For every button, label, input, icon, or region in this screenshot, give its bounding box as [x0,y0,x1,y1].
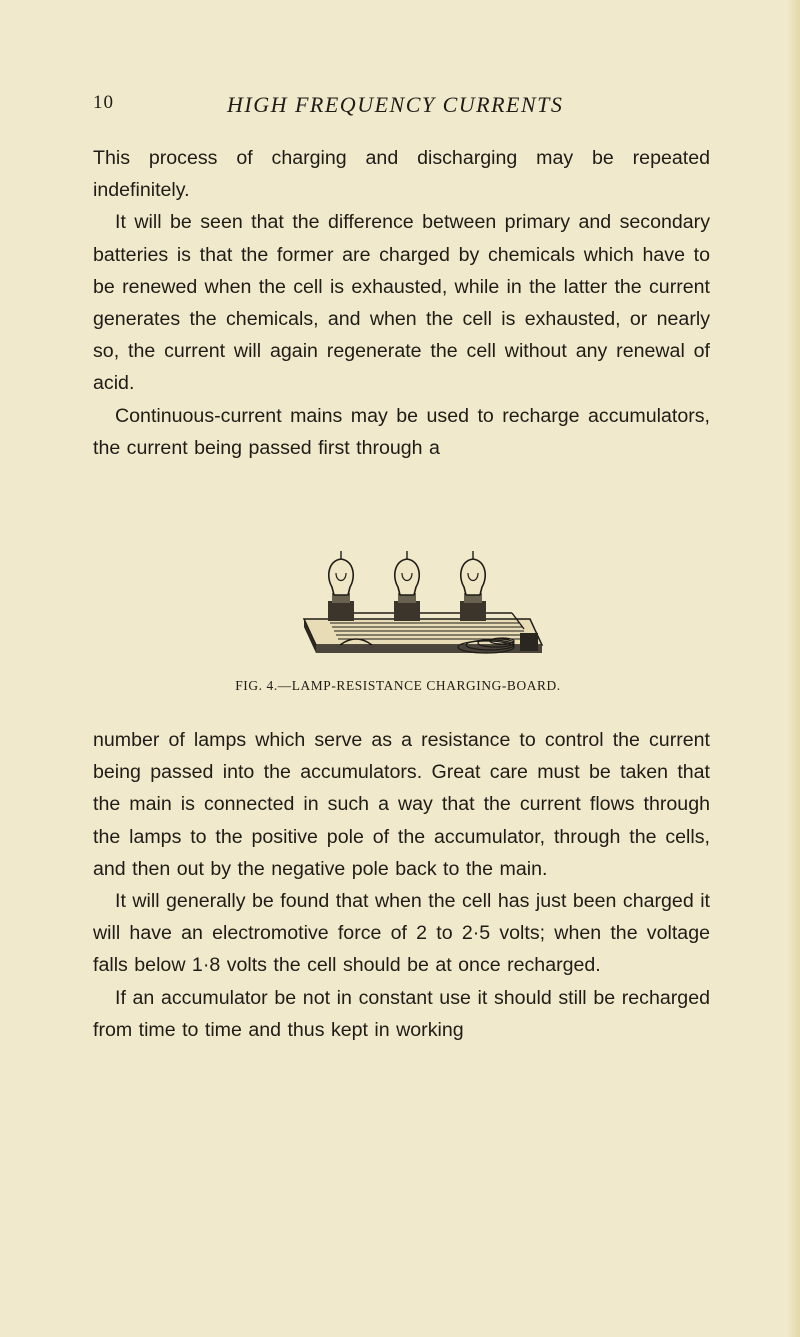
paragraph: It will be seen that the difference between primary and secondary batteries is that the former are charged by chemicals which have to be renewed when the cell is exhausted, while in the latter the current generates the chemicals, and when the cell is exhausted, or nearly so, the current will again regenerate the cell without any renewal of acid. [93,211,710,395]
paragraph: If an accumulator be not in constant use it should still be recharged from time to time and thus kept in working [93,986,710,1041]
figure-caption-text: FIG. 4.—LAMP-RESISTANCE CHARGING-BOARD. [235,678,561,693]
terminal-block [520,633,538,651]
lamp-2 [394,551,420,621]
figure-caption [0,678,800,694]
lamp-1 [328,551,354,621]
paragraph: number of lamps which serve as a resistance to control the current being passed into the accumulators. Great care must be taken that the main is connected in such a way that the current flows through the lamps to the positive pole of the accumulator, through the cells, and then out by the negative pole back to the main. [93,729,710,880]
page-header [93,92,713,120]
page-number: 10 [93,92,114,113]
paragraph: Continuous-current mains may be used to recharge accumulators, the current being passed first through a [93,404,710,459]
lamp-3 [460,551,486,621]
lamp-board-illustration [290,549,550,669]
running-head: HIGH FREQUENCY CURRENTS [227,92,564,117]
paragraph: This process of charging and discharging may be repeated indefinitely. [93,147,710,202]
page-edge [788,0,800,1337]
text-block-after-figure [93,724,710,1046]
paragraph: It will generally be found that when the cell has just been charged it will have an electromotive force of 2 to 2·5 volts; when the voltage falls below 1·8 volts the cell should be at once recharged. [93,890,710,977]
text-block-before-figure [93,142,710,464]
